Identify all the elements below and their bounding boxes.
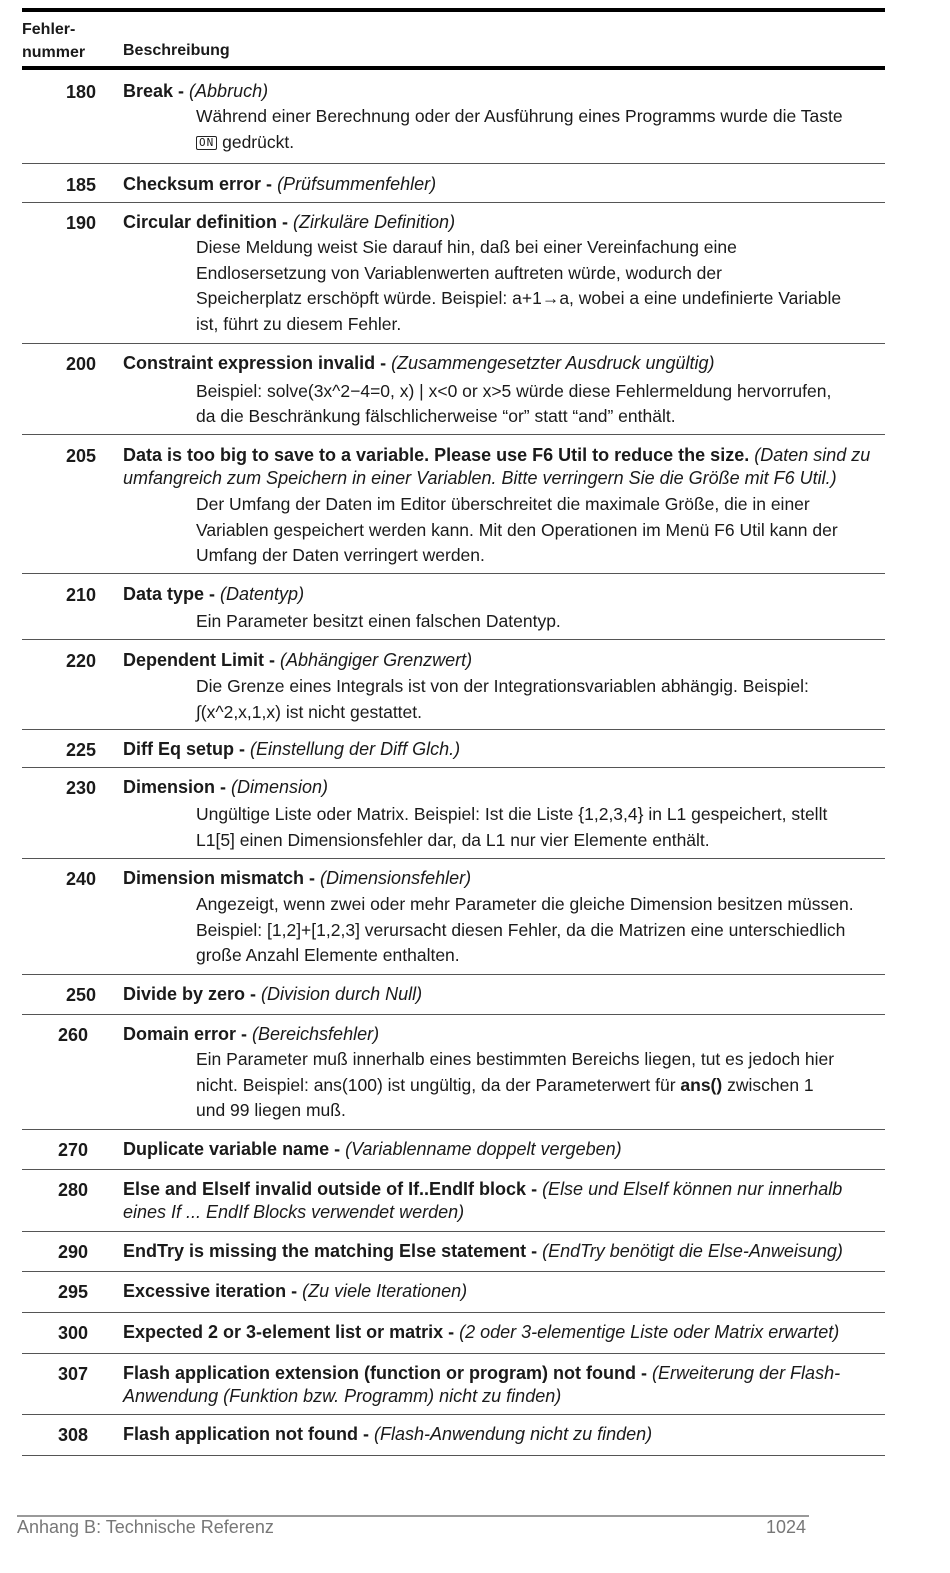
footer-section-title: Anhang B: Technische Referenz: [17, 1517, 274, 1537]
table-row: [22, 1170, 885, 1232]
error-number: 250: [65, 985, 96, 1005]
table-row: [22, 1015, 885, 1130]
error-number: 210: [65, 585, 96, 605]
error-title: Divide by zero - (Division durch Null): [123, 984, 423, 1004]
error-description: Ungültige Liste oder Matrix. Beispiel: Ist die Liste {1,2,3,4} in L1 gespeichert, stellt L1[5] einen Dimensionsfehler dar, da L1 nur vier Elemente enthält.: [196, 804, 828, 850]
error-number: 308: [57, 1425, 88, 1445]
error-title: Break - (Abbruch): [123, 81, 269, 101]
table-row: [22, 975, 885, 1015]
error-title: Diff Eq setup - (Einstellung der Diff Glch.): [123, 739, 461, 759]
error-number: 300: [57, 1323, 88, 1343]
table-row: [22, 203, 885, 344]
error-title: Domain error - (Bereichsfehler): [123, 1024, 380, 1044]
error-number: 220: [65, 651, 96, 671]
error-number: 270: [57, 1140, 88, 1160]
error-number: 190: [65, 213, 96, 233]
table-row: [22, 859, 885, 975]
table-row: [22, 1272, 885, 1313]
error-title: Expected 2 or 3-element list or matrix - (2 oder 3-elementige Liste oder Matrix erwartet): [123, 1322, 840, 1342]
error-number: 185: [65, 175, 96, 195]
error-description: Angezeigt, wenn zwei oder mehr Parameter die gleiche Dimension besitzen müssen. Beispiel: [1,2]+[1,2,3] verursacht diesen Fehler, da die Matrizen eine unterschiedlich große Anzahl Elemente enthalten.: [196, 894, 854, 965]
error-title: Excessive iteration - (Zu viele Iterationen): [123, 1281, 468, 1301]
error-number: 180: [65, 82, 96, 102]
table-row: [22, 768, 885, 859]
error-table: [22, 8, 885, 1456]
error-title: Flash application extension (function or program) not found - (Erweiterung der Flash-Anwendung (Funktion bzw. Programm) nicht zu finden): [123, 1363, 841, 1406]
error-description: Der Umfang der Daten im Editor überschreitet die maximale Größe, die in einer Variablen gespeichert werden kann. Mit den Operationen im Menü F6 Util kann der Umfang der Daten verringert werden.: [196, 494, 838, 565]
error-number: 230: [65, 778, 96, 798]
error-title: Dimension mismatch - (Dimensionsfehler): [123, 868, 472, 888]
error-title: Checksum error - (Prüfsummenfehler): [123, 174, 437, 194]
error-description: Ein Parameter muß innerhalb eines bestimmten Bereichs liegen, tut es jedoch hier nicht. Beispiel: ans(100) ist ungültig, da der Parameterwert für ans() zwischen 1 und 99 liegen muß.: [196, 1049, 835, 1120]
error-title: Data is too big to save to a variable. Please use F6 Util to reduce the size. (Daten sind zu umfangreich zum Speichern in einer Variablen. Bitte verringern Sie die Größe mit F6 Util.): [123, 445, 871, 488]
table-row: [22, 1415, 885, 1456]
error-number: 307: [57, 1364, 88, 1384]
error-title: Constraint expression invalid - (Zusammengesetzter Ausdruck ungültig): [123, 353, 715, 373]
table-row: [22, 574, 885, 640]
error-description: Beispiel: solve(3x^2−4=0, x) | x<0 or x>5 würde diese Fehlermeldung hervorrufen, da die Beschränkung fälschlicherweise “or” statt “and” enthält.: [196, 381, 832, 426]
error-title: EndTry is missing the matching Else statement - (EndTry benötigt die Else-Anweisung): [123, 1241, 843, 1261]
error-number: 295: [57, 1282, 88, 1302]
header-error-number: Fehler- nummer: [22, 21, 86, 61]
table-row: [22, 70, 885, 164]
page-number: 1024: [766, 1517, 807, 1537]
error-number: 260: [57, 1025, 88, 1045]
error-title: Flash application not found - (Flash-Anwendung nicht zu finden): [123, 1424, 653, 1444]
error-description: Während einer Berechnung oder der Ausführung eines Programms wurde die Taste ON gedrückt.: [196, 106, 843, 152]
error-number: 240: [65, 869, 96, 889]
error-title: Circular definition - (Zirkuläre Definition): [123, 212, 456, 232]
error-description: Ein Parameter besitzt einen falschen Datentyp.: [196, 611, 561, 631]
table-row: [22, 640, 885, 730]
error-number: 200: [65, 354, 96, 374]
error-description: Diese Meldung weist Sie darauf hin, daß bei einer Vereinfachung eine Endlosersetzung von Variablenwerten auftreten würde, wodurch der Speicherplatz erschöpft würde. Beispiel: a+1→a, wobei a eine undefinierte Variable ist, führt zu diesem Fehler.: [196, 237, 842, 334]
error-title: Dependent Limit - (Abhängiger Grenzwert): [123, 650, 473, 670]
table-row: [22, 435, 885, 574]
error-title: Else and ElseIf invalid outside of If..EndIf block - (Else und ElseIf können nur innerhalb eines If ... EndIf Blocks verwendet werden): [123, 1179, 843, 1222]
error-description: Die Grenze eines Integrals ist von der Integrationsvariablen abhängig. Beispiel: ∫(x^2,x,1,x) ist nicht gestattet.: [196, 676, 809, 722]
error-title: Duplicate variable name - (Variablenname doppelt vergeben): [123, 1139, 622, 1159]
error-number: 205: [65, 446, 96, 466]
table-row: [22, 164, 885, 203]
table-header: [22, 12, 885, 70]
header-description: Beschreibung: [123, 42, 230, 59]
table-row: [22, 1232, 885, 1272]
error-title: Dimension - (Dimension): [123, 777, 329, 797]
table-row: [22, 730, 885, 768]
table-row: [22, 1130, 885, 1170]
error-number: 290: [57, 1242, 88, 1262]
error-number: 280: [57, 1180, 88, 1200]
table-row: [22, 344, 885, 435]
on-key-icon: ON: [196, 136, 217, 150]
error-title: Data type - (Datentyp): [123, 584, 305, 604]
table-row: [22, 1313, 885, 1354]
error-number: 225: [65, 740, 96, 760]
table-row: [22, 1354, 885, 1415]
